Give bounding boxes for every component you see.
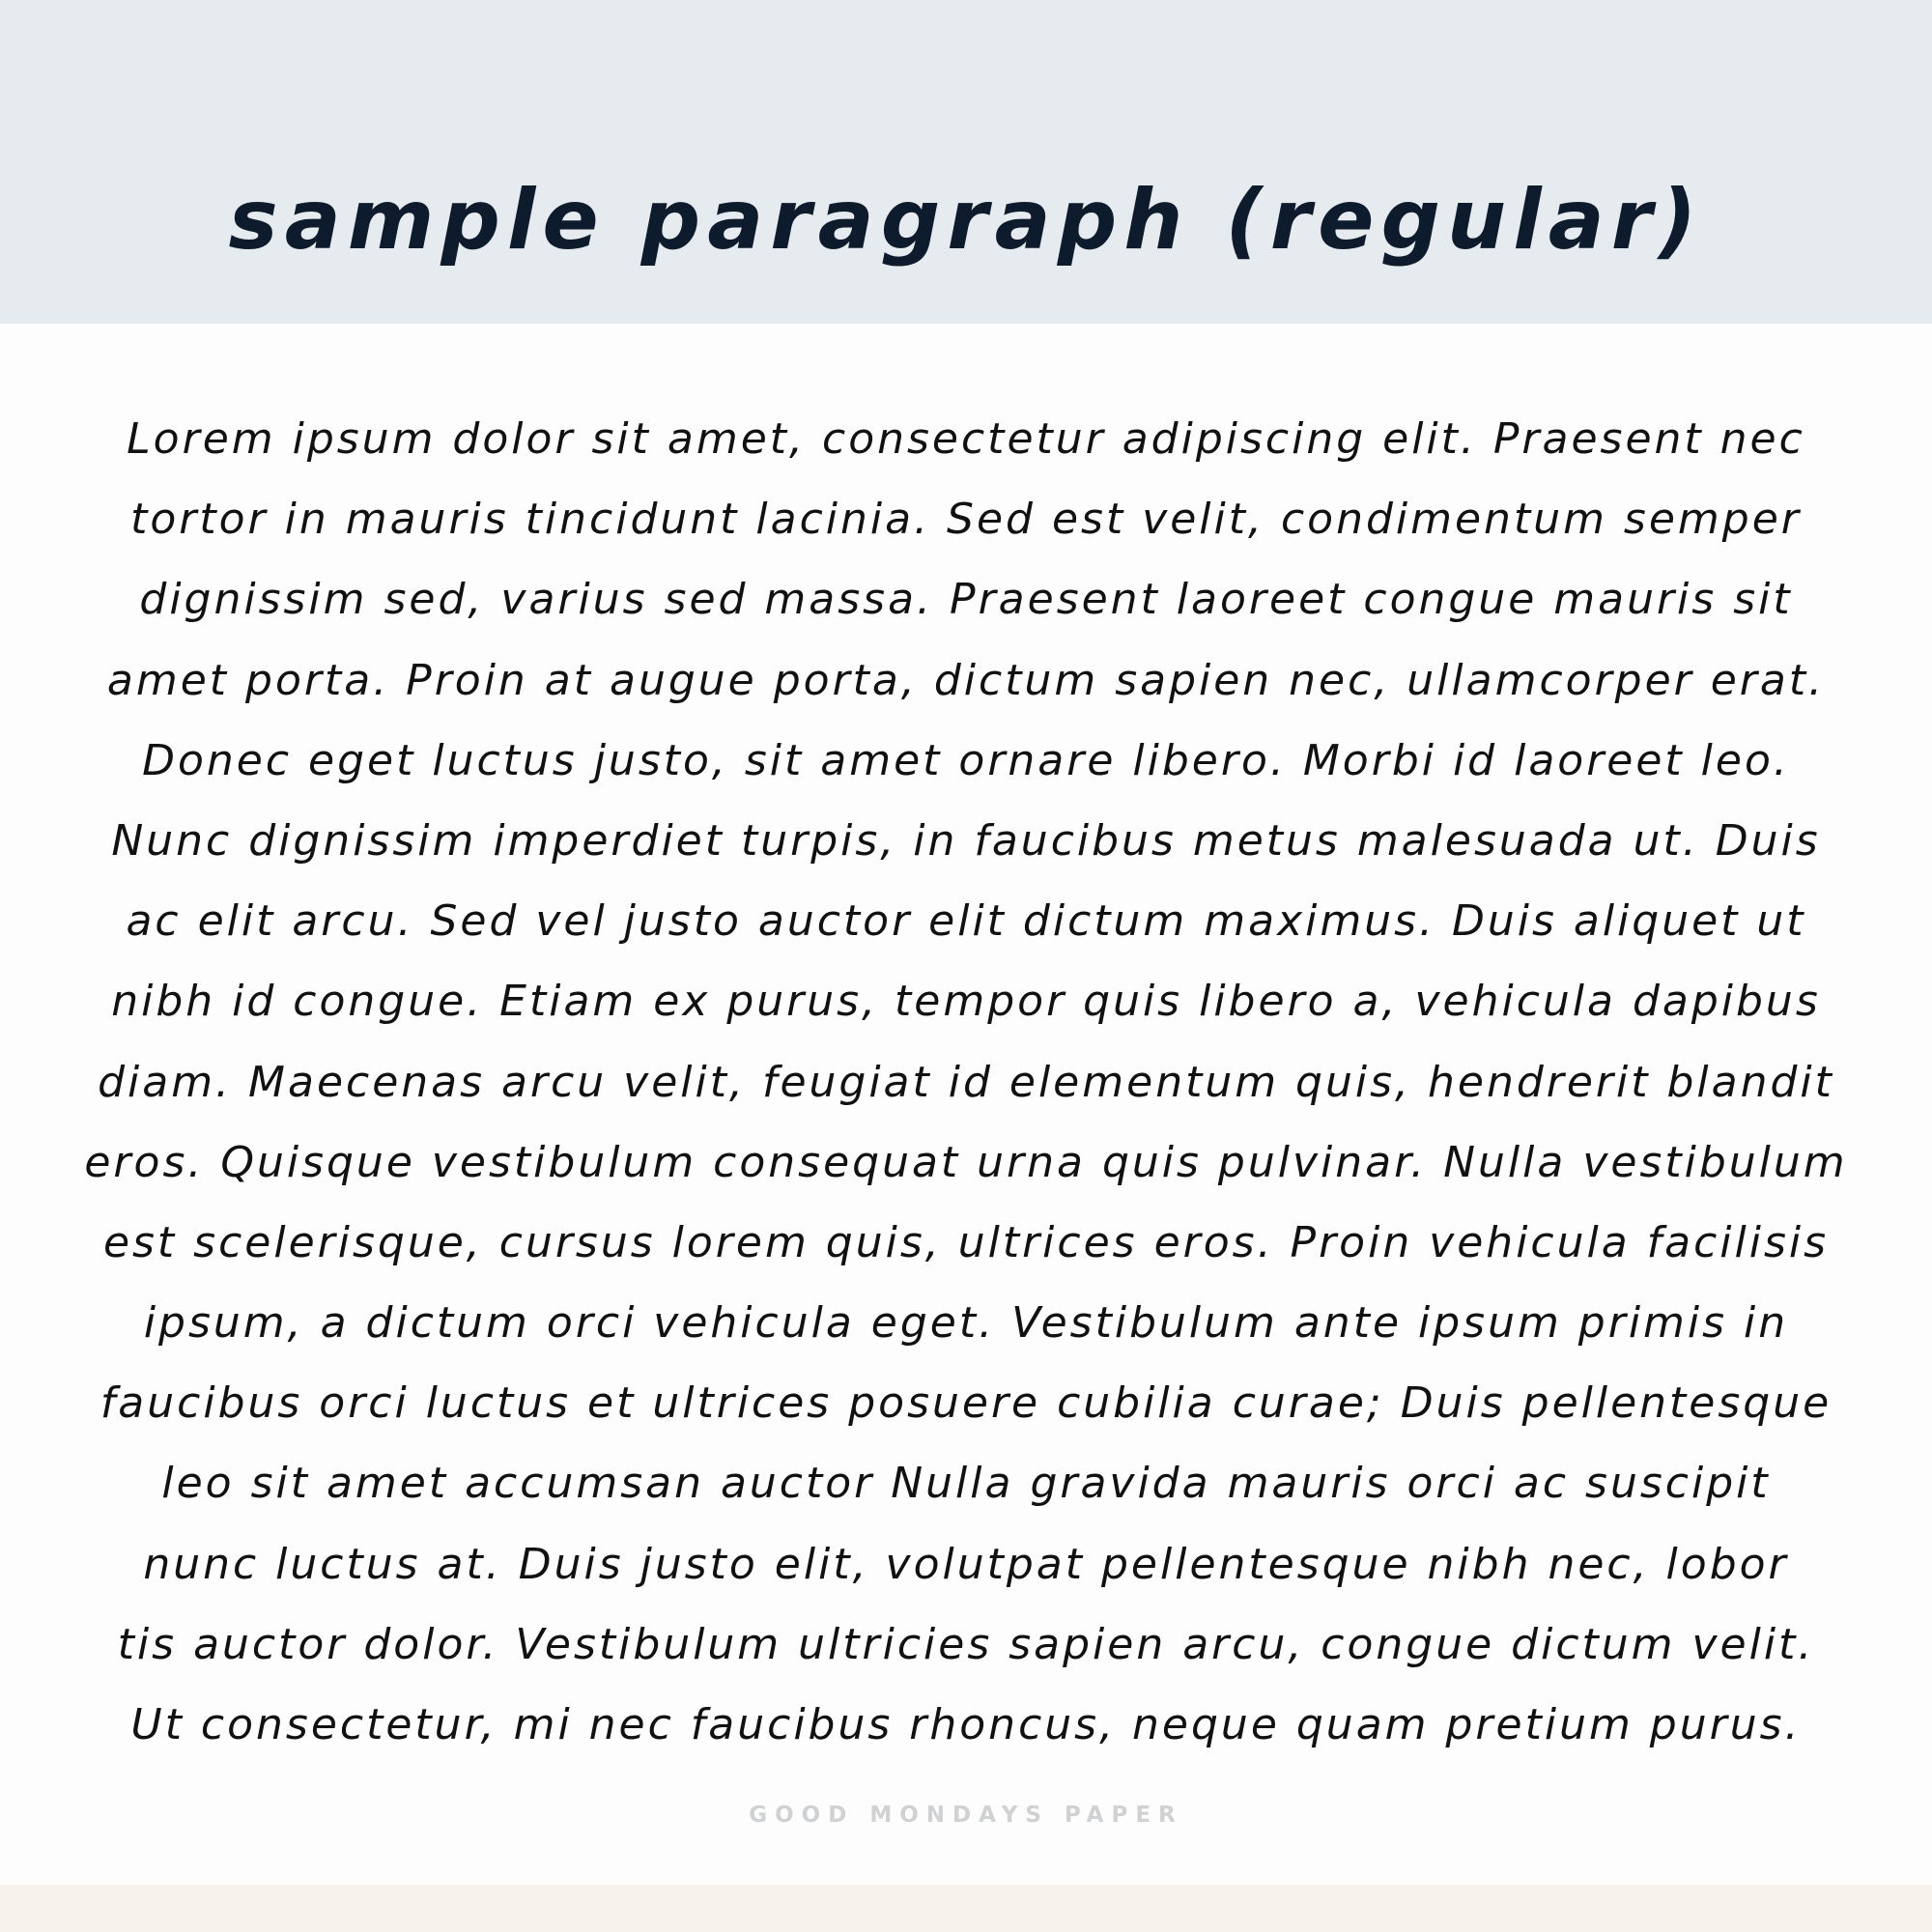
paragraph-line: est scelerisque, cursus lorem quis, ultrices eros. Proin vehicula facilisis <box>102 1217 1830 1267</box>
paragraph-line: nibh id congue. Etiam ex purus, tempor quis libero a, vehicula dapibus <box>111 977 1821 1027</box>
footer-band <box>0 1885 1932 1932</box>
paragraph-line: ac elit arcu. Sed vel justo auctor elit dictum maximus. Duis aliquet ut <box>126 896 1806 947</box>
header-band <box>0 0 1932 324</box>
page-title: sample paragraph (regular) <box>228 171 1704 269</box>
paragraph-line: Lorem ipsum dolor sit amet, consectetur adipiscing elit. Praesent nec <box>127 414 1805 464</box>
paragraph-line: eros. Quisque vestibulum consequat urna quis pulvinar. Nulla vestibulum <box>84 1137 1848 1187</box>
paragraph-line: Donec eget luctus justo, sit amet ornare libero. Morbi id laoreet leo. <box>142 735 1790 785</box>
paragraph-line: amet porta. Proin at augue porta, dictum sapien nec, ullamcorper erat. <box>106 655 1826 705</box>
brand-watermark: GOOD MONDAYS PAPER <box>749 1803 1183 1828</box>
paragraph-line: leo sit amet accumsan auctor Nulla gravida mauris orci ac suscipit <box>161 1459 1771 1509</box>
paragraph-line: Ut consectetur, mi nec faucibus rhoncus, neque quam pretium purus. <box>130 1700 1802 1749</box>
paragraph-line: dignissim sed, varius sed massa. Praesent laoreet congue mauris sit <box>139 575 1793 625</box>
paragraph-line: faucibus orci luctus et ultrices posuere cubilia curae; Duis pellentesque <box>99 1378 1833 1429</box>
paragraph-line: tortor in mauris tincidunt lacinia. Sed est velit, condimentum semper <box>130 495 1802 545</box>
paragraph-line: diam. Maecenas arcu velit, feugiat id elementum quis, hendrerit blandit <box>98 1057 1834 1107</box>
paragraph-line: tis auctor dolor. Vestibulum ultricies sapien arcu, congue dictum velit. <box>117 1619 1815 1669</box>
sample-paragraph <box>39 399 1893 1765</box>
paragraph-line: ipsum, a dictum orci vehicula eget. Vestibulum ante ipsum primis in <box>143 1298 1789 1349</box>
paragraph-line: nunc luctus at. Duis justo elit, volutpat pellentesque nibh nec, lobor <box>143 1539 1789 1589</box>
paragraph-line: Nunc dignissim imperdiet turpis, in faucibus metus malesuada ut. Duis <box>111 815 1821 866</box>
